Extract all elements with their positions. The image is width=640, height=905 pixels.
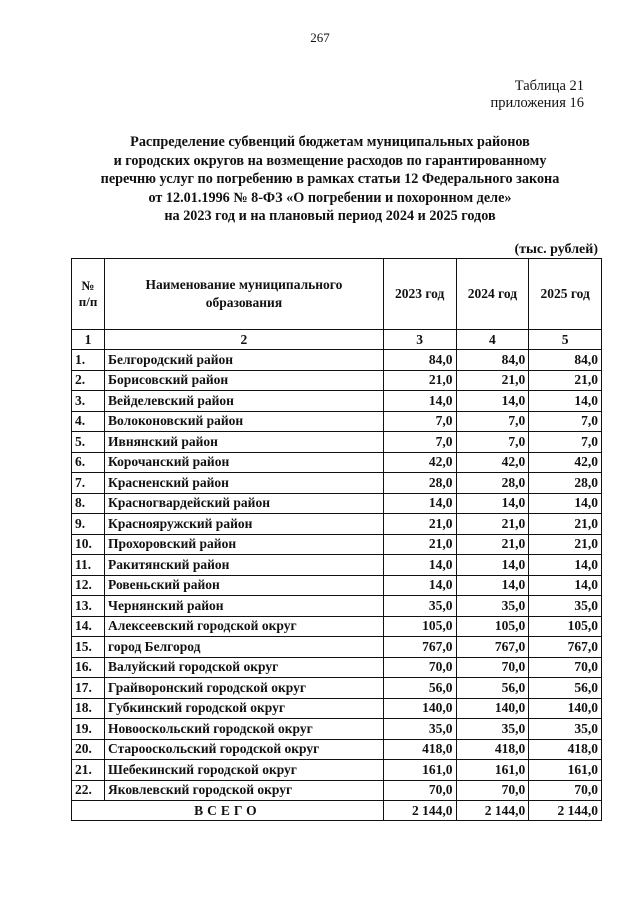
total-row: [72, 801, 602, 821]
title-line1: Распределение субвенций бюджетам муниципальных районов: [130, 134, 530, 150]
row-value-2025: 14,0: [529, 493, 602, 514]
table-row: [72, 391, 602, 412]
row-number: 1.: [72, 350, 105, 371]
table-row: [72, 760, 602, 781]
row-number: 5.: [72, 432, 105, 453]
row-value-2025: 28,0: [529, 473, 602, 494]
row-value-2024: 56,0: [456, 678, 529, 699]
row-value-2025: 7,0: [529, 432, 602, 453]
header-2023: 2023 год: [383, 259, 456, 330]
row-name: город Белгород: [105, 637, 384, 658]
column-index-cell: 4: [456, 330, 529, 350]
table-row: [72, 350, 602, 371]
document-title: [40, 133, 620, 226]
row-value-2025: 70,0: [529, 780, 602, 801]
table-row: [72, 514, 602, 535]
row-name: Ракитянский район: [105, 555, 384, 576]
total-label: ВСЕГО: [72, 801, 384, 821]
row-value-2023: 28,0: [383, 473, 456, 494]
row-value-2023: 21,0: [383, 514, 456, 535]
row-name: Новооскольский городской округ: [105, 719, 384, 740]
table-row: [72, 698, 602, 719]
row-value-2024: 418,0: [456, 739, 529, 760]
row-value-2025: 14,0: [529, 391, 602, 412]
row-value-2024: 28,0: [456, 473, 529, 494]
row-value-2024: 21,0: [456, 370, 529, 391]
units-label: (тыс. рублей): [514, 242, 598, 257]
row-value-2023: 14,0: [383, 391, 456, 412]
table-row: [72, 370, 602, 391]
table-row: [72, 678, 602, 699]
row-value-2025: 7,0: [529, 411, 602, 432]
row-number: 18.: [72, 698, 105, 719]
table-row: [72, 637, 602, 658]
header-2024: 2024 год: [456, 259, 529, 330]
row-name: Старооскольский городской округ: [105, 739, 384, 760]
row-value-2023: 7,0: [383, 432, 456, 453]
row-value-2023: 105,0: [383, 616, 456, 637]
row-value-2024: 14,0: [456, 391, 529, 412]
row-value-2025: 21,0: [529, 534, 602, 555]
row-value-2024: 14,0: [456, 555, 529, 576]
row-value-2025: 14,0: [529, 575, 602, 596]
row-name: Вейделевский район: [105, 391, 384, 412]
total-2024: 2 144,0: [456, 801, 529, 821]
subsidy-table: [71, 258, 602, 821]
row-value-2024: 35,0: [456, 719, 529, 740]
row-value-2023: 161,0: [383, 760, 456, 781]
table-ref-line1: Таблица 21: [514, 78, 584, 94]
header-number-line2: п/п: [78, 294, 98, 309]
row-number: 22.: [72, 780, 105, 801]
row-value-2025: 767,0: [529, 637, 602, 658]
row-value-2025: 35,0: [529, 596, 602, 617]
table-row: [72, 534, 602, 555]
row-value-2024: 140,0: [456, 698, 529, 719]
row-value-2023: 418,0: [383, 739, 456, 760]
header-name-line1: Наименование муниципального: [145, 277, 343, 292]
row-value-2024: 7,0: [456, 432, 529, 453]
row-value-2023: 21,0: [383, 534, 456, 555]
row-name: Борисовский район: [105, 370, 384, 391]
row-value-2023: 14,0: [383, 555, 456, 576]
row-number: 7.: [72, 473, 105, 494]
row-name: Волоконовский район: [105, 411, 384, 432]
title-line5: на 2023 год и на плановый период 2024 и 2025 годов: [164, 208, 496, 224]
row-number: 15.: [72, 637, 105, 658]
row-name: Корочанский район: [105, 452, 384, 473]
row-value-2025: 14,0: [529, 555, 602, 576]
header-name-line2: образования: [205, 295, 283, 310]
row-number: 3.: [72, 391, 105, 412]
total-2023: 2 144,0: [383, 801, 456, 821]
row-number: 12.: [72, 575, 105, 596]
row-number: 4.: [72, 411, 105, 432]
row-name: Алексеевский городской округ: [105, 616, 384, 637]
column-index-cell: 1: [72, 330, 105, 350]
row-number: 20.: [72, 739, 105, 760]
row-value-2025: 70,0: [529, 657, 602, 678]
row-value-2023: 70,0: [383, 780, 456, 801]
row-number: 17.: [72, 678, 105, 699]
row-value-2025: 84,0: [529, 350, 602, 371]
page-number: 267: [310, 30, 330, 45]
row-number: 13.: [72, 596, 105, 617]
row-number: 16.: [72, 657, 105, 678]
row-value-2025: 21,0: [529, 370, 602, 391]
row-number: 8.: [72, 493, 105, 514]
row-value-2025: 140,0: [529, 698, 602, 719]
row-value-2024: 105,0: [456, 616, 529, 637]
row-value-2025: 35,0: [529, 719, 602, 740]
table-row: [72, 780, 602, 801]
row-name: Шебекинский городской округ: [105, 760, 384, 781]
table-header-row: [72, 259, 602, 330]
row-value-2024: 14,0: [456, 575, 529, 596]
row-name: Прохоровский район: [105, 534, 384, 555]
row-name: Грайворонский городской округ: [105, 678, 384, 699]
row-value-2023: 7,0: [383, 411, 456, 432]
table-row: [72, 432, 602, 453]
row-value-2024: 70,0: [456, 657, 529, 678]
row-value-2023: 42,0: [383, 452, 456, 473]
row-number: 6.: [72, 452, 105, 473]
row-number: 19.: [72, 719, 105, 740]
row-number: 14.: [72, 616, 105, 637]
row-number: 21.: [72, 760, 105, 781]
table-row: [72, 452, 602, 473]
row-value-2024: 14,0: [456, 493, 529, 514]
row-value-2024: 42,0: [456, 452, 529, 473]
row-value-2024: 84,0: [456, 350, 529, 371]
title-line3: перечню услуг по погребению в рамках статьи 12 Федерального закона: [100, 171, 560, 187]
total-2025: 2 144,0: [529, 801, 602, 821]
row-number: 2.: [72, 370, 105, 391]
table-row: [72, 473, 602, 494]
table-row: [72, 616, 602, 637]
row-number: 11.: [72, 555, 105, 576]
row-name: Яковлевский городской округ: [105, 780, 384, 801]
row-value-2024: 161,0: [456, 760, 529, 781]
row-name: Валуйский городской округ: [105, 657, 384, 678]
row-name: Белгородский район: [105, 350, 384, 371]
row-value-2025: 161,0: [529, 760, 602, 781]
row-value-2023: 767,0: [383, 637, 456, 658]
column-index-row: [72, 330, 602, 350]
row-value-2023: 21,0: [383, 370, 456, 391]
row-name: Краснояружский район: [105, 514, 384, 535]
table-row: [72, 657, 602, 678]
row-value-2024: 7,0: [456, 411, 529, 432]
table-row: [72, 575, 602, 596]
table-reference: [491, 78, 584, 112]
row-value-2023: 35,0: [383, 596, 456, 617]
row-value-2023: 70,0: [383, 657, 456, 678]
row-name: Красненский район: [105, 473, 384, 494]
row-value-2025: 418,0: [529, 739, 602, 760]
row-value-2024: 35,0: [456, 596, 529, 617]
column-index-cell: 2: [105, 330, 384, 350]
table-row: [72, 493, 602, 514]
row-value-2025: 56,0: [529, 678, 602, 699]
row-name: Губкинский городской округ: [105, 698, 384, 719]
row-number: 9.: [72, 514, 105, 535]
table-row: [72, 739, 602, 760]
row-value-2025: 105,0: [529, 616, 602, 637]
title-line4: от 12.01.1996 № 8-ФЗ «О погребении и похоронном деле»: [148, 189, 512, 206]
row-name: Ивнянский район: [105, 432, 384, 453]
row-value-2023: 14,0: [383, 493, 456, 514]
table-row: [72, 411, 602, 432]
header-name: [105, 259, 384, 330]
header-2025: 2025 год: [529, 259, 602, 330]
row-value-2023: 84,0: [383, 350, 456, 371]
row-name: Красногвардейский район: [105, 493, 384, 514]
row-value-2023: 56,0: [383, 678, 456, 699]
table-ref-line2: приложения 16: [490, 95, 584, 111]
header-number-line1: №: [81, 278, 95, 293]
table-row: [72, 719, 602, 740]
header-number: [72, 259, 105, 330]
row-value-2024: 767,0: [456, 637, 529, 658]
row-value-2024: 70,0: [456, 780, 529, 801]
row-value-2025: 21,0: [529, 514, 602, 535]
row-name: Чернянский район: [105, 596, 384, 617]
row-value-2025: 42,0: [529, 452, 602, 473]
row-value-2023: 140,0: [383, 698, 456, 719]
title-line2: и городских округов на возмещение расходов по гарантированному: [113, 152, 547, 169]
row-name: Ровеньский район: [105, 575, 384, 596]
row-value-2024: 21,0: [456, 534, 529, 555]
column-index-cell: 5: [529, 330, 602, 350]
row-value-2023: 14,0: [383, 575, 456, 596]
row-value-2024: 21,0: [456, 514, 529, 535]
row-value-2023: 35,0: [383, 719, 456, 740]
table-row: [72, 555, 602, 576]
column-index-cell: 3: [383, 330, 456, 350]
row-number: 10.: [72, 534, 105, 555]
table-row: [72, 596, 602, 617]
